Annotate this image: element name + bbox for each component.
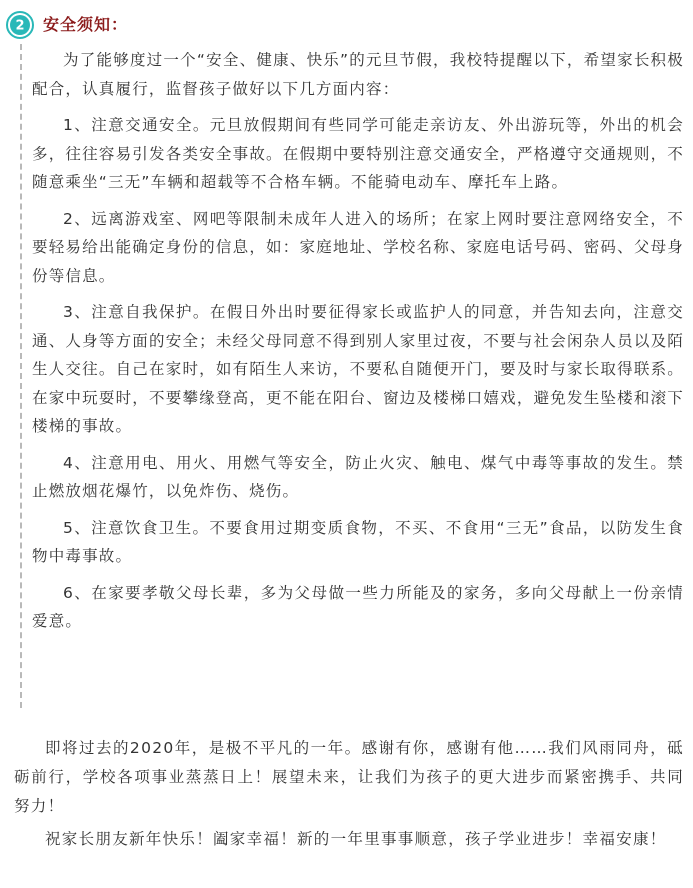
notice-item-5: 5、注意饮食卫生。不要食用过期变质食物，不买、不食用“三无”食品，以防发生食物中毒事故。 — [32, 518, 684, 565]
closing-paragraph-2: 祝家长朋友新年快乐！阖家幸福！新的一年里事事顺意，孩子学业进步！幸福安康！ — [45, 830, 667, 848]
notice-item-4: 4、注意用电、用火、用燃气等安全，防止火灾、触电、煤气中毒等事故的发生。禁止燃放烟花爆竹，以免炸伤、烧伤。 — [32, 453, 684, 500]
section-number-badge — [6, 11, 34, 39]
section-title: 安全须知： — [43, 15, 129, 34]
notice-item-6: 6、在家要孝敬父母长辈，多为父母做一些力所能及的家务，多向父母献上一份亲情爱意。 — [32, 583, 684, 630]
closing-paragraph-1: 即将过去的2020年，是极不平凡的一年。感谢有你，感谢有他……我们风雨同舟，砥砺前行，学校各项事业蒸蒸日上！展望未来，让我们为孩子的更大进步而紧密携手、共同努力！ — [14, 739, 684, 815]
closing-section — [14, 734, 684, 858]
notice-item-3: 3、注意自我保护。在假日外出时要征得家长或监护人的同意，并告知去向，注意交通、人身等方面的安全；未经父母同意不得到别人家里过夜，不要与社会闲杂人员以及陌生人交往。自己在家时，如有陌生人来访，不要私自随便开门，要及时与家长取得联系。在家中玩耍时，不要攀缘登高，更不能在阳台、窗边及楼梯口嬉戏，避免发生坠楼和滚下楼梯的事故。 — [32, 303, 684, 435]
circle-badge-icon — [6, 11, 34, 39]
intro-paragraph: 为了能够度过一个“安全、健康、快乐”的元旦节假，我校特提醒以下，希望家长积极配合，认真履行，监督孩子做好以下几方面内容： — [32, 51, 684, 98]
notice-body — [32, 46, 684, 644]
dashed-divider — [20, 44, 22, 708]
notice-item-2: 2、远离游戏室、网吧等限制未成年人进入的场所；在家上网时要注意网络安全，不要轻易给出能确定身份的信息，如：家庭地址、学校名称、家庭电话号码、密码、父母身份等信息。 — [32, 209, 684, 285]
notice-item-1: 1、注意交通安全。元旦放假期间有些同学可能走亲访友、外出游玩等，外出的机会多，往往容易引发各类安全事故。在假期中要特别注意交通安全，严格遵守交通规则，不随意乘坐“三无”车辆和超载等不合格车辆。不能骑电动车、摩托车上路。 — [32, 116, 684, 191]
section-number: 2 — [15, 18, 25, 34]
